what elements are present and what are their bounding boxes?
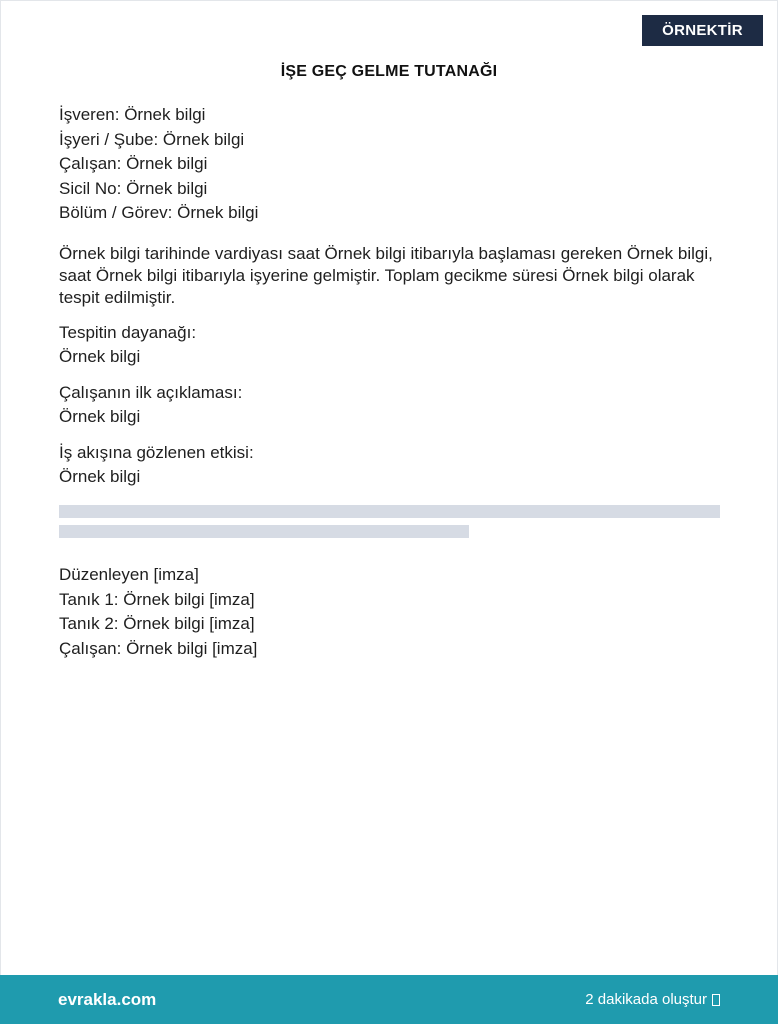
section-value: Örnek bilgi bbox=[59, 467, 141, 486]
footer-bar bbox=[0, 975, 778, 1024]
signature-line-preparer: Düzenleyen [imza] bbox=[59, 565, 199, 584]
missing-glyph-icon bbox=[712, 994, 720, 1006]
section-label: İş akışına gözlenen etkisi: bbox=[59, 443, 254, 462]
create-cta-link[interactable] bbox=[585, 991, 720, 1008]
redacted-text-bar bbox=[59, 505, 720, 518]
department-line: Bölüm / Görev: Örnek bilgi bbox=[59, 203, 259, 222]
sample-badge: ÖRNEKTİR bbox=[642, 15, 763, 46]
document-title: İŞE GEÇ GELME TUTANAĞI bbox=[280, 63, 498, 80]
cta-label: 2 dakikada oluştur bbox=[585, 991, 707, 1008]
employee-line: Çalışan: Örnek bilgi bbox=[59, 154, 208, 173]
brand-link[interactable]: evrakla.com bbox=[58, 989, 157, 1009]
section-label: Çalışanın ilk açıklaması: bbox=[59, 383, 243, 402]
signature-line-witness-1: Tanık 1: Örnek bilgi [imza] bbox=[59, 589, 255, 609]
employer-line: İşveren: Örnek bilgi bbox=[59, 105, 206, 124]
section-workflow-impact bbox=[59, 441, 254, 489]
incident-paragraph: Örnek bilgi tarihinde vardiyası saat Örnek bilgi itibarıyla başlaması gereken Örnek bilgi, saat Örnek bilgi itibarıyla işyerine gelmiştir. Toplam gecikme süresi Örnek bilgi olarak tespit edilmiştir. bbox=[59, 244, 713, 307]
info-block bbox=[59, 103, 258, 226]
registry-number-line: Sicil No: Örnek bilgi bbox=[59, 178, 208, 198]
section-value: Örnek bilgi bbox=[59, 407, 141, 426]
signature-block bbox=[59, 563, 257, 661]
section-employee-statement bbox=[59, 381, 242, 429]
workplace-line: İşyeri / Şube: Örnek bilgi bbox=[59, 129, 245, 149]
section-label: Tespitin dayanağı: bbox=[59, 323, 197, 342]
redacted-text-bar bbox=[59, 525, 469, 538]
section-basis bbox=[59, 321, 196, 369]
section-value: Örnek bilgi bbox=[59, 347, 141, 366]
signature-line-witness-2: Tanık 2: Örnek bilgi [imza] bbox=[59, 614, 255, 633]
signature-line-employee: Çalışan: Örnek bilgi [imza] bbox=[59, 638, 258, 658]
